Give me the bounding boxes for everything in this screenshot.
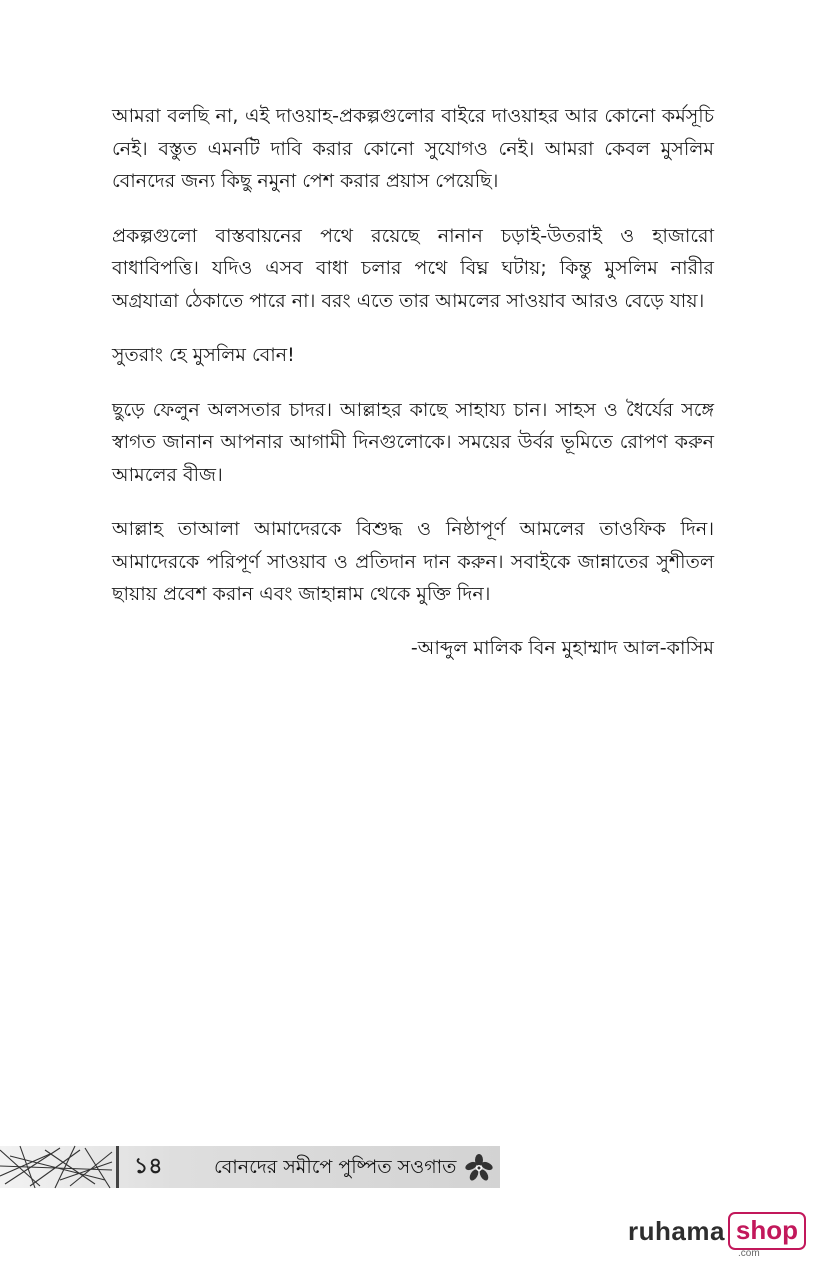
logo-shop-box: shop: [728, 1212, 806, 1250]
paragraph-2: প্রকল্পগুলো বাস্তবায়নের পথে রয়েছে নানান চড়াই-উতরাই ও হাজারো বাধাবিপত্তি। যদিও এসব বাধা চলার পথে বিঘ্ন ঘটায়; কিন্তু মুসলিম নারীর অগ্রযাত্রা ঠেকাতে পারে না। বরং এতে তার আমলের সাওয়াব আরও বেড়ে যায়।: [112, 224, 714, 312]
paragraph-3: সুতরাং হে মুসলিম বোন!: [112, 344, 295, 366]
footer-separator: [116, 1146, 119, 1188]
page-content: [112, 100, 714, 663]
decorative-lines-icon: [0, 1136, 118, 1196]
flower-icon: [463, 1153, 495, 1183]
page-number: ১৪: [134, 1154, 163, 1179]
paragraph-4: ছুড়ে ফেলুন অলসতার চাদর। আল্লাহর কাছে সাহায্য চান। সাহস ও ধৈর্যের সঙ্গে স্বাগত জানান আপনার আগামী দিনগুলোকে। সময়ের উর্বর ভূমিতে রোপণ করুন আমলের বীজ।: [112, 398, 714, 486]
logo-domain: .com: [738, 1248, 760, 1259]
author-signature: -আব্দুল মালিক বিন মুহাম্মাদ আল-কাসিম: [410, 636, 714, 659]
paragraph-1: আমরা বলছি না, এই দাওয়াহ-প্রকল্পগুলোর বাইরে দাওয়াহর আর কোনো কর্মসূচি নেই। বস্তুত এমনটি দাবি করার কোনো সুযোগও নেই। আমরা কেবল মুসলিম বোনদের জন্য কিছু নমুনা পেশ করার প্রয়াস পেয়েছি।: [112, 105, 714, 192]
book-title: বোনদের সমীপে পুষ্পিত সওগাত: [214, 1156, 457, 1178]
logo-text: ruhama: [628, 1215, 725, 1246]
ruhamashop-logo: [628, 1212, 806, 1259]
paragraph-5: আল্লাহ তাআলা আমাদেরকে বিশুদ্ধ ও নিষ্ঠাপূর্ণ আমলের তাওফিক দিন। আমাদেরকে পরিপূর্ণ সাওয়াব ও প্রতিদান দান করুন। সবাইকে জান্নাতের সুশীতল ছায়ায় প্রবেশ করান এবং জাহান্নাম থেকে মুক্তি দিন।: [112, 518, 714, 605]
